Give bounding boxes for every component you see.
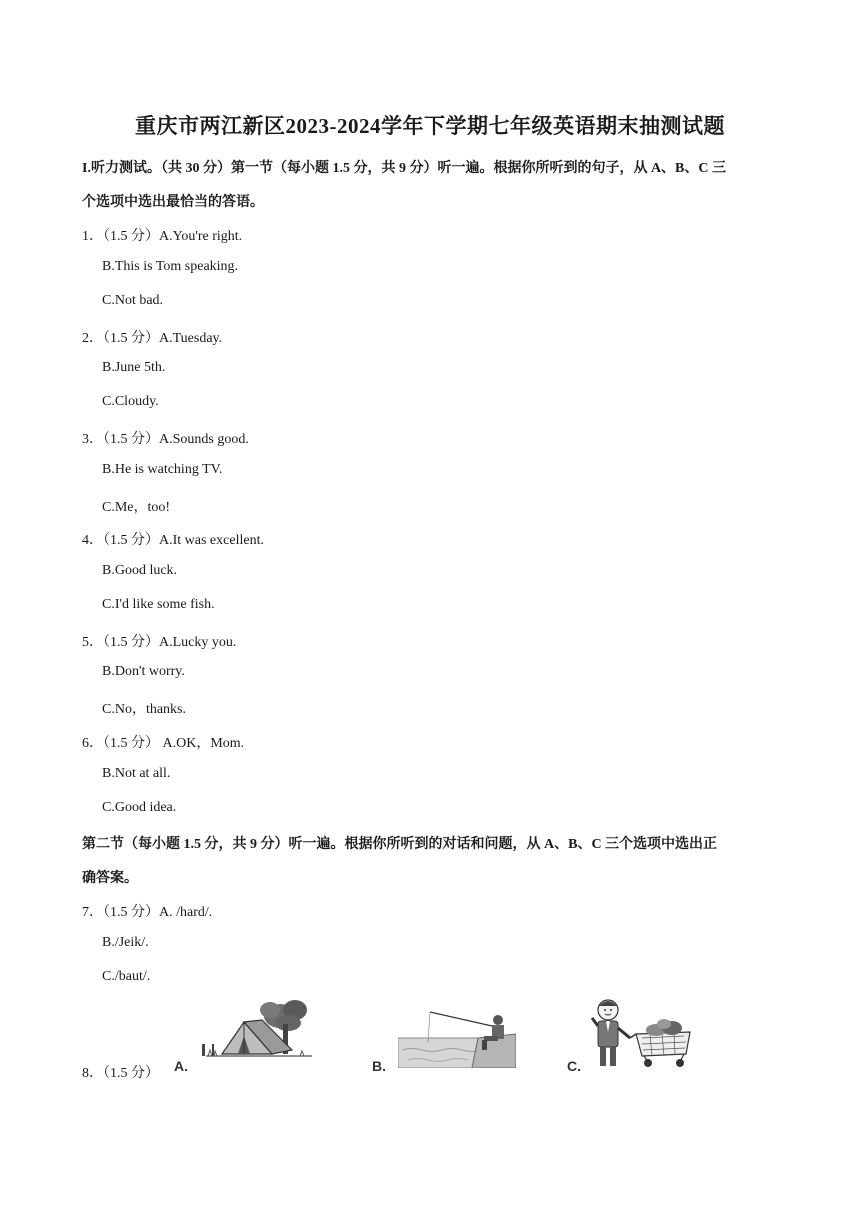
section2-instruction-line1: 第二节（每小题 1.5 分，共 9 分）听一遍。根据你所听到的对话和问题，从 A、B、C 三个选项中选出正 (82, 837, 718, 852)
image-label-c: C. (567, 1058, 581, 1074)
tent-camping-picture (200, 996, 315, 1066)
question-7-option-b: B./Jeik/. (102, 935, 149, 950)
fishing-picture (398, 1008, 516, 1068)
question-1-option-b: B.This is Tom speaking. (102, 259, 239, 274)
question-2-stem: 2．（1.5 分）A.Tuesday. (82, 331, 223, 346)
question-1-option-c: C.Not bad. (102, 293, 164, 308)
image-label-b: B. (372, 1058, 386, 1074)
section1-instruction-line2: 个选项中选出最恰当的答语。 (82, 195, 264, 210)
man-icon (592, 1000, 630, 1066)
question-5-stem: 5．（1.5 分）A.Lucky you. (82, 635, 237, 650)
question-2-option-c: C.Cloudy. (102, 394, 159, 409)
question-4-stem: 4．（1.5 分）A.It was excellent. (82, 533, 264, 548)
question-5-option-c: C.No，thanks. (102, 702, 186, 717)
cart-icon (630, 1019, 690, 1067)
question-1-stem: 1．（1.5 分）A.You're right. (82, 229, 243, 244)
question-6-option-c: C.Good idea. (102, 800, 177, 815)
question-4-option-c: C.I'd like some fish. (102, 597, 215, 612)
question-8-stem: 8．（1.5 分） (82, 1066, 159, 1081)
page-title: 重庆市两江新区2023-2024学年下学期七年级英语期末抽测试题 (135, 114, 725, 138)
question-7-option-c: C./baut/. (102, 969, 151, 984)
question-4-option-b: B.Good luck. (102, 563, 178, 578)
question-6-stem: 6．（1.5 分） A.OK，Mom. (82, 736, 245, 751)
image-label-a: A. (174, 1058, 188, 1074)
question-6-option-b: B.Not at all. (102, 766, 171, 781)
section1-instruction-line1: I.听力测试。（共 30 分）第一节（每小题 1.5 分，共 9 分）听一遍。根据你所听到的句子，从 A、B、C 三 (82, 161, 727, 176)
question-5-option-b: B.Don't worry. (102, 664, 185, 679)
question-3-stem: 3．（1.5 分）A.Sounds good. (82, 432, 249, 447)
question-2-option-b: B.June 5th. (102, 360, 166, 375)
question-7-stem: 7．（1.5 分）A. /hard/. (82, 905, 213, 920)
question-3-option-b: B.He is watching TV. (102, 462, 223, 477)
question-3-option-c: C.Me，too! (102, 500, 171, 515)
section2-instruction-line2: 确答案。 (82, 871, 138, 886)
shopping-cart-picture (590, 996, 695, 1070)
